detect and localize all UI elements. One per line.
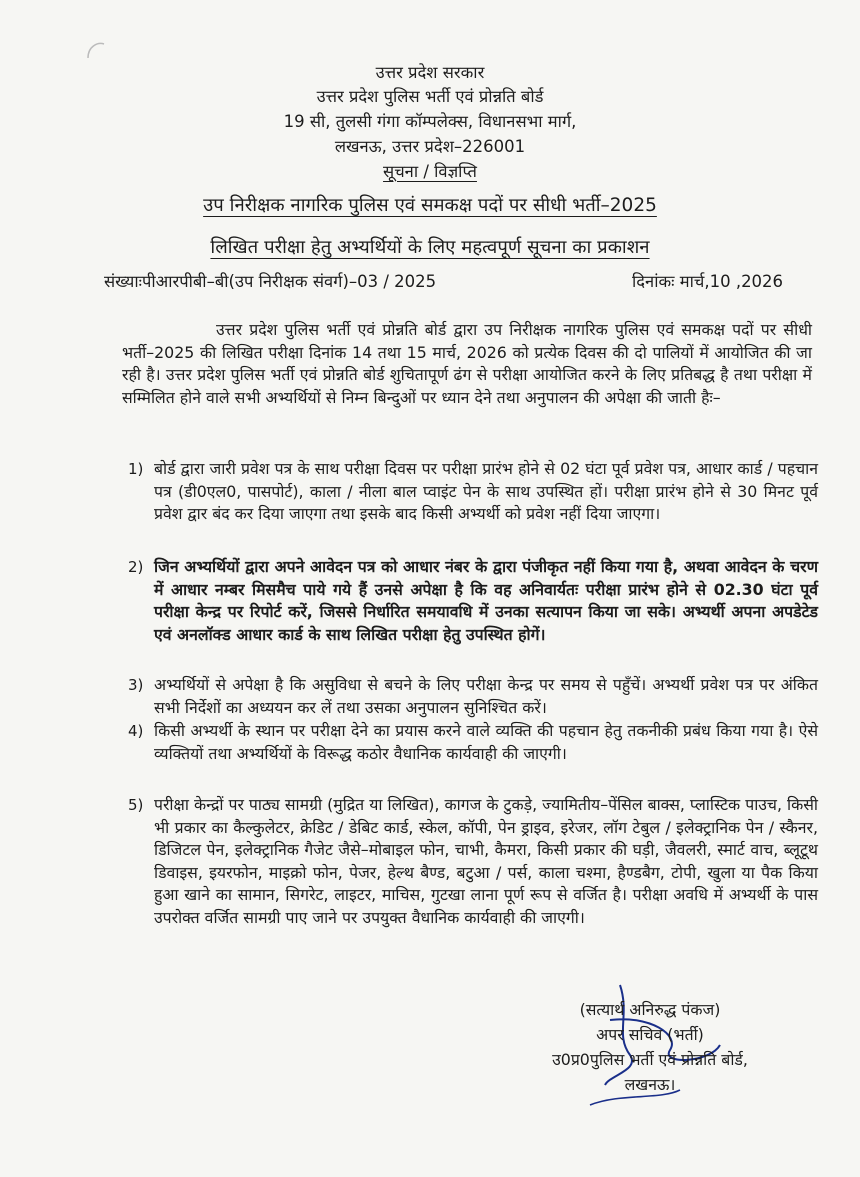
header-board: उत्तर प्रदेश पुलिस भर्ती एवं प्रोन्नति बोर्ड [316, 87, 544, 106]
list-item [128, 556, 818, 646]
signatory-name: (सत्यार्थ अनिरुद्ध पंकज) [579, 1000, 721, 1019]
intro-paragraph: उत्तर प्रदेश पुलिस भर्ती एवं प्रोन्नति बोर्ड द्वारा उप निरीक्षक नागरिक पुलिस एवं समकक्ष पदों पर सीधी भर्ती–2025 की लिखित परीक्षा दिनांक 14 तथा 15 मार्च, 2026 को प्रत्येक दिवस की दो पालियों में आयोजित की जा रही है। उत्तर प्रदेश पुलिस भर्ती एवं प्रोन्नति बोर्ड शुचितापूर्ण ढंग से परीक्षा आयोजित करने के लिए प्रतिबद्ध है तथा परीक्षा में सम्मिलित होने वाले सभी अभ्यर्थियों से निम्न बिन्दुओं पर ध्यान देने तथा अनुपालन की अपेक्षा की जाती हैः– [122, 320, 812, 407]
reference-number: संख्याःपीआरपीबी–बी(उप निरीक्षक संवर्ग)–03 / 2025 [104, 272, 437, 291]
header-city: लखनऊ, उत्तर प्रदेश–226001 [334, 137, 526, 156]
corner-mark-icon [84, 38, 108, 62]
list-item-number: 3) [128, 676, 144, 694]
list-item [128, 674, 818, 719]
header-address: 19 सी, तुलसी गंगा कॉम्पलेक्स, विधानसभा मार्ग, [283, 112, 577, 131]
list-item-text: बोर्ड द्वारा जारी प्रवेश पत्र के साथ परीक्षा दिवस पर परीक्षा प्रारंभ होने से 02 घंटा पूर्व प्रवेश पत्र, आधार कार्ड / पहचान पत्र (डी0एल0, पासपोर्ट), काला / नीला बाल प्वाइंट पेन के साथ उपस्थित हों। परीक्षा प्रारंभ होने से 30 मिनट पूर्व प्रवेश द्वार बंद कर दिया जाएगा तथा इसके बाद किसी अभ्यर्थी को प्रवेश नहीं दिया जाएगा। [154, 459, 818, 523]
notice-date: दिनांकः मार्च,10 ,2026 [632, 272, 784, 291]
list-item-number: 1) [128, 460, 144, 478]
notice-title-publication: लिखित परीक्षा हेतु अभ्यर्थियों के लिए महत्वपूर्ण सूचना का प्रकाशन [210, 237, 650, 258]
list-item-text: अभ्यर्थियों से अपेक्षा है कि असुविधा से बचने के लिए परीक्षा केन्द्र पर समय से पहुँचें। अभ्यर्थी प्रवेश पत्र पर अंकित सभी निर्देशों का अध्ययन कर लें तथा उसका अनुपालन सुनिश्चित करें। [154, 675, 818, 717]
notice-title-recruitment: उप निरीक्षक नागरिक पुलिस एवं समकक्ष पदों पर सीधी भर्ती–2025 [203, 195, 657, 216]
signatory-city: लखनऊ। [624, 1075, 676, 1094]
list-item-number: 2) [128, 558, 144, 576]
signatory-designation: अपर सचिव (भर्ती) [596, 1025, 704, 1044]
header-govt: उत्तर प्रदेश सरकार [375, 63, 485, 82]
notice-label: सूचना / विज्ञप्ति [383, 162, 477, 181]
list-item-number: 4) [128, 722, 144, 740]
list-item-number: 5) [128, 796, 144, 814]
signatory-office: उ0प्र0पुलिस भर्ती एवं प्रोन्नति बोर्ड, [552, 1050, 748, 1069]
list-item [128, 458, 818, 526]
list-item-text: परीक्षा केन्द्रों पर पाठ्य सामग्री (मुद्रित या लिखित), कागज के टुकड़े, ज्यामितीय–पेंसिल बाक्स, प्लास्टिक पाउच, किसी भी प्रकार का कैल्कुलेटर, क्रेडिट / डेबिट कार्ड, स्केल, कॉपी, पेन ड्राइव, इरेजर, लॉग टेबुल / इलेक्ट्रानिक पेन / स्कैनर, डिजिटल पेन, इलेक्ट्रानिक गैजेट जैसे–मोबाइल फोन, चाभी, कैमरा, किसी प्रकार की घड़ी, जैवलरी, स्मार्ट वाच, ब्लूटूथ डिवाइस, इयरफोन, माइक्रो फोन, पेजर, हेल्थ बैण्ड, बटुआ / पर्स, काला चश्मा, हैण्डबैग, टोपी, खुला या पैक किया हुआ खाने का सामान, सिगरेट, लाइटर, माचिस, गुटखा लाना पूर्ण रूप से वर्जित है। परीक्षा अवधि में अभ्यर्थी के पास उपरोक्त वर्जित सामग्री पाए जाने पर उपयुक्त वैधानिक कार्यवाही की जाएगी। [154, 795, 819, 927]
list-item-text: जिन अभ्यर्थियों द्वारा अपने आवेदन पत्र को आधार नंबर के द्वारा पंजीकृत नहीं किया गया है, अथवा आवेदन के चरण में आधार नम्बर मिसमैच पाये गये हैं उनसे अपेक्षा है कि वह अनिवार्यतः परीक्षा प्रारंभ होने से 02.30 घंटा पूर्व परीक्षा केन्द्र पर रिपोर्ट करें, जिससे निर्धारित समयावधि में उनका सत्यापन किया जा सके। अभ्यर्थी अपना अपडेटेड एवं अनलॉक्ड आधार कार्ड के साथ लिखित परीक्षा हेतु उपस्थित होगें। [154, 557, 818, 644]
list-item-text: किसी अभ्यर्थी के स्थान पर परीक्षा देने का प्रयास करने वाले व्यक्ति की पहचान हेतु तकनीकी प्रबंध किया गया है। ऐसे व्यक्तियों तथा अभ्यर्थियों के विरूद्ध कठोर वैधानिक कार्यवाही की जाएगी। [154, 721, 818, 763]
list-item [128, 794, 818, 929]
list-item [128, 720, 818, 765]
